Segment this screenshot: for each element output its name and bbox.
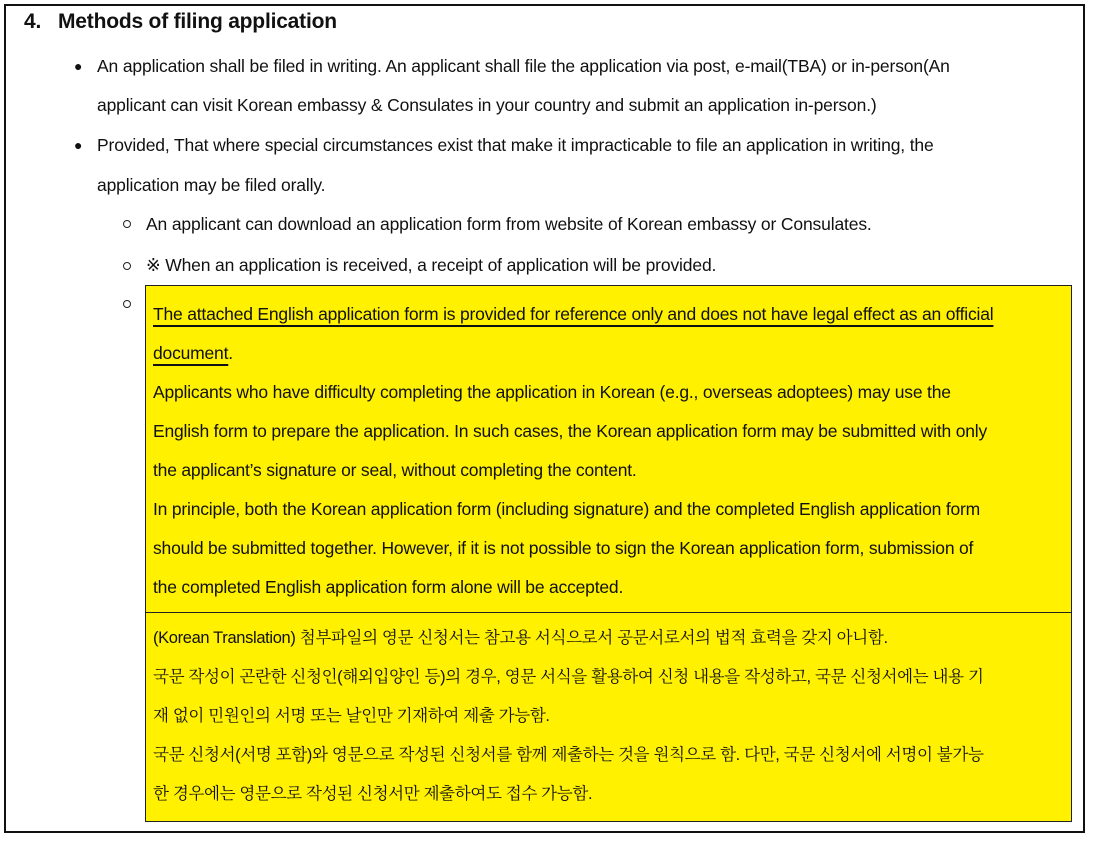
bullet-dot-icon: ● — [74, 58, 83, 74]
notice-ko-line-3: 재 없이 민원인의 서명 또는 날인만 기재하여 제출 가능함. — [153, 707, 550, 725]
notice-period: . — [228, 343, 233, 363]
sub-bullet-circle-icon — [123, 220, 131, 228]
section-title: Methods of filing application — [58, 10, 337, 33]
notice-ko-line-5: 한 경우에는 영문으로 작성된 신청서만 제출하여도 접수 가능함. — [153, 785, 593, 803]
notice-ko-line-4: 국문 신청서(서명 포함)와 영문으로 작성된 신청서를 함께 제출하는 것을 원칙으로 함. 다만, 국문 신청서에 서명이 불가능 — [153, 746, 984, 764]
section-number: 4. — [24, 10, 42, 33]
notice-underlined-line-1 — [153, 295, 993, 334]
bullet-1-line-2: applicant can visit Korean embassy & Consulates in your country and submit an application in-person.) — [97, 95, 877, 115]
notice-en-line-3: the applicant’s signature or seal, without completing the content. — [153, 460, 637, 480]
sub-bullet-circle-icon — [123, 262, 131, 270]
bullet-1-line-1: An application shall be filed in writing. An applicant shall file the application via post, e-mail(TBA) or in-person(An — [97, 56, 950, 76]
notice-en-line-1: Applicants who have difficulty completing the application in Korean (e.g., overseas adoptees) may use the — [153, 382, 951, 402]
bullet-2-line-1: Provided, That where special circumstances exist that make it impracticable to file an application in writing, the — [97, 135, 934, 155]
sub-bullet-2: ※ When an application is received, a receipt of application will be provided. — [146, 255, 717, 275]
notice-en-line-5: should be submitted together. However, if it is not possible to sign the Korean application form, submission of — [153, 538, 974, 558]
sub-bullet-circle-icon — [123, 300, 131, 308]
notice-ko-line-1: (Korean Translation) 첨부파일의 영문 신청서는 참고용 서식으로서 공문서로서의 법적 효력을 갖지 아니함. — [153, 629, 888, 647]
notice-en-line-6: the completed English application form alone will be accepted. — [153, 577, 624, 597]
notice-divider — [146, 612, 1071, 613]
notice-en-line-2: English form to prepare the application. In such cases, the Korean application form may be submitted with only — [153, 421, 988, 441]
notice-box — [145, 285, 1072, 822]
bullet-dot-icon: ● — [74, 137, 83, 153]
notice-underlined-text: document — [153, 343, 229, 363]
notice-underlined-line-2 — [153, 334, 233, 373]
notice-underlined-text: The attached English application form is provided for reference only and does not have legal effect as an official — [153, 304, 994, 324]
section-heading — [24, 10, 337, 34]
bullet-2-line-2: application may be filed orally. — [97, 175, 326, 195]
notice-en-line-4: In principle, both the Korean application form (including signature) and the completed English application form — [153, 499, 981, 519]
sub-bullet-1: An applicant can download an application form from website of Korean embassy or Consulates. — [146, 214, 872, 234]
notice-ko-line-2: 국문 작성이 곤란한 신청인(해외입양인 등)의 경우, 영문 서식을 활용하여 신청 내용을 작성하고, 국문 신청서에는 내용 기 — [153, 668, 984, 686]
